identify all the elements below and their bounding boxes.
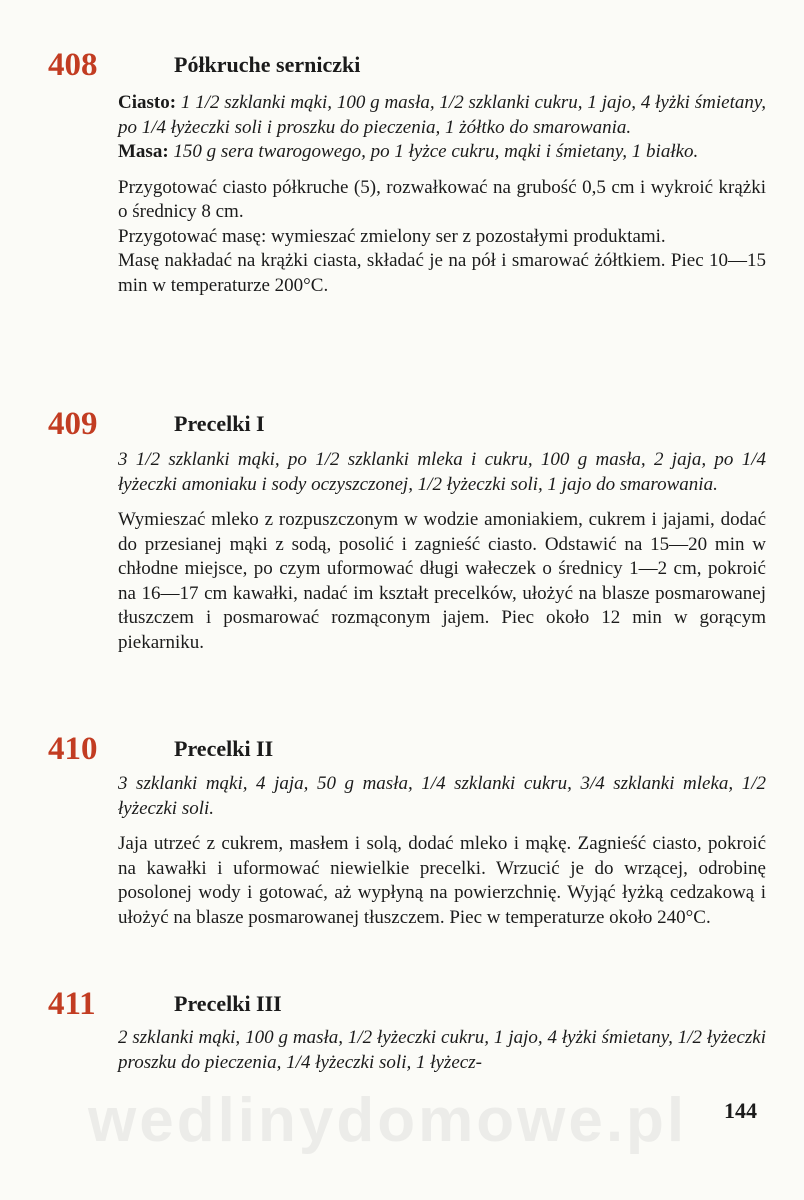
method-step: Przygotować masę: wymieszać zmielony ser z pozostałymi produktami. [118,225,666,247]
method-step: Przygotować ciasto półkruche (5), rozwałkować na grubość 0,5 cm i wykroić krążki o średnicy 8 cm. [118,176,766,222]
watermark: wedlinydomowe.pl [88,1086,688,1155]
recipe-number: 410 [48,731,98,767]
method: Jaja utrzeć z cukrem, masłem i solą, dodać mleko i mąkę. Zagnieść ciasto, pokroić na kawałki i uformować niewielkie precelki. Wrzucić je do wrzącej, odrobinę posolonej wody i gotować, aż wypłyną na powierzchnię. Wyjąć łyżką cedzakową i ułożyć na blasze posmarowanej tłuszczem. Piec w temperaturze około 240°C. [118,833,766,928]
recipe-number: 411 [48,986,96,1022]
method: Wymieszać mleko z rozpuszczonym w wodzie amoniakiem, cukrem i jajami, dodać do przesianej mąki z sodą, posolić i zagnieść ciasto. Odstawić na 15—20 min w chłodne miejsce, po czym uformować długi wałeczek o średnicy 1—2 cm, pokroić na 16—17 cm kawałki, nadać im kształt precelków, ułożyć na blasze posmarowanej tłuszczem i posmarować rozmąconym jajem. Piec około 12 min w gorącym piekarniku. [118,509,766,653]
dough-label: Ciasto: [118,92,177,113]
filling-label: Masa: [118,141,169,162]
ingredients: 3 1/2 szklanki mąki, po 1/2 szklanki mleka i cukru, 100 g masła, 2 jaja, po 1/4 łyżeczki amoniaku i sody oczyszczonej, 1/2 łyżeczki soli, 1 jajo do smarowania. [118,449,766,495]
recipe-title: Precelki II [174,736,274,761]
dough-ingredients [118,91,766,140]
recipe-number: 408 [48,47,98,83]
ingredients: 2 szklanki mąki, 100 g masła, 1/2 łyżeczki cukru, 1 jajo, 4 łyżki śmietany, 1/2 łyżeczki proszku do pieczenia, 1/4 łyżeczki soli, 1 łyżecz- [118,1027,766,1073]
filling-list: 150 g sera twarogowego, po 1 łyżce cukru, mąki i śmietany, 1 białko. [173,141,699,162]
ingredients: 3 szklanki mąki, 4 jaja, 50 g masła, 1/4 szklanki cukru, 3/4 szklanki mleka, 1/2 łyżeczki soli. [118,773,766,819]
recipe-body [118,91,766,298]
page-number: 144 [724,1098,757,1123]
recipe-title: Półkruche serniczki [174,52,361,77]
recipe-title: Precelki I [174,411,265,436]
method-step: Masę nakładać na krążki ciasta, składać je na pół i smarować żółtkiem. Piec 10—15 min w temperaturze 200°C. [118,250,766,296]
recipe-body [118,772,766,930]
recipe-number: 409 [48,406,98,442]
dough-list: 1 1/2 szklanki mąki, 100 g masła, 1/2 szklanki cukru, 1 jajo, 4 łyżki śmietany, po 1/4 łyżeczki soli i proszku do pieczenia, 1 żółtko do smarowania. [118,92,767,138]
recipe-body [118,448,766,655]
filling-ingredients [118,140,766,165]
recipe-body [118,1026,766,1075]
recipe-title: Precelki III [174,991,282,1016]
